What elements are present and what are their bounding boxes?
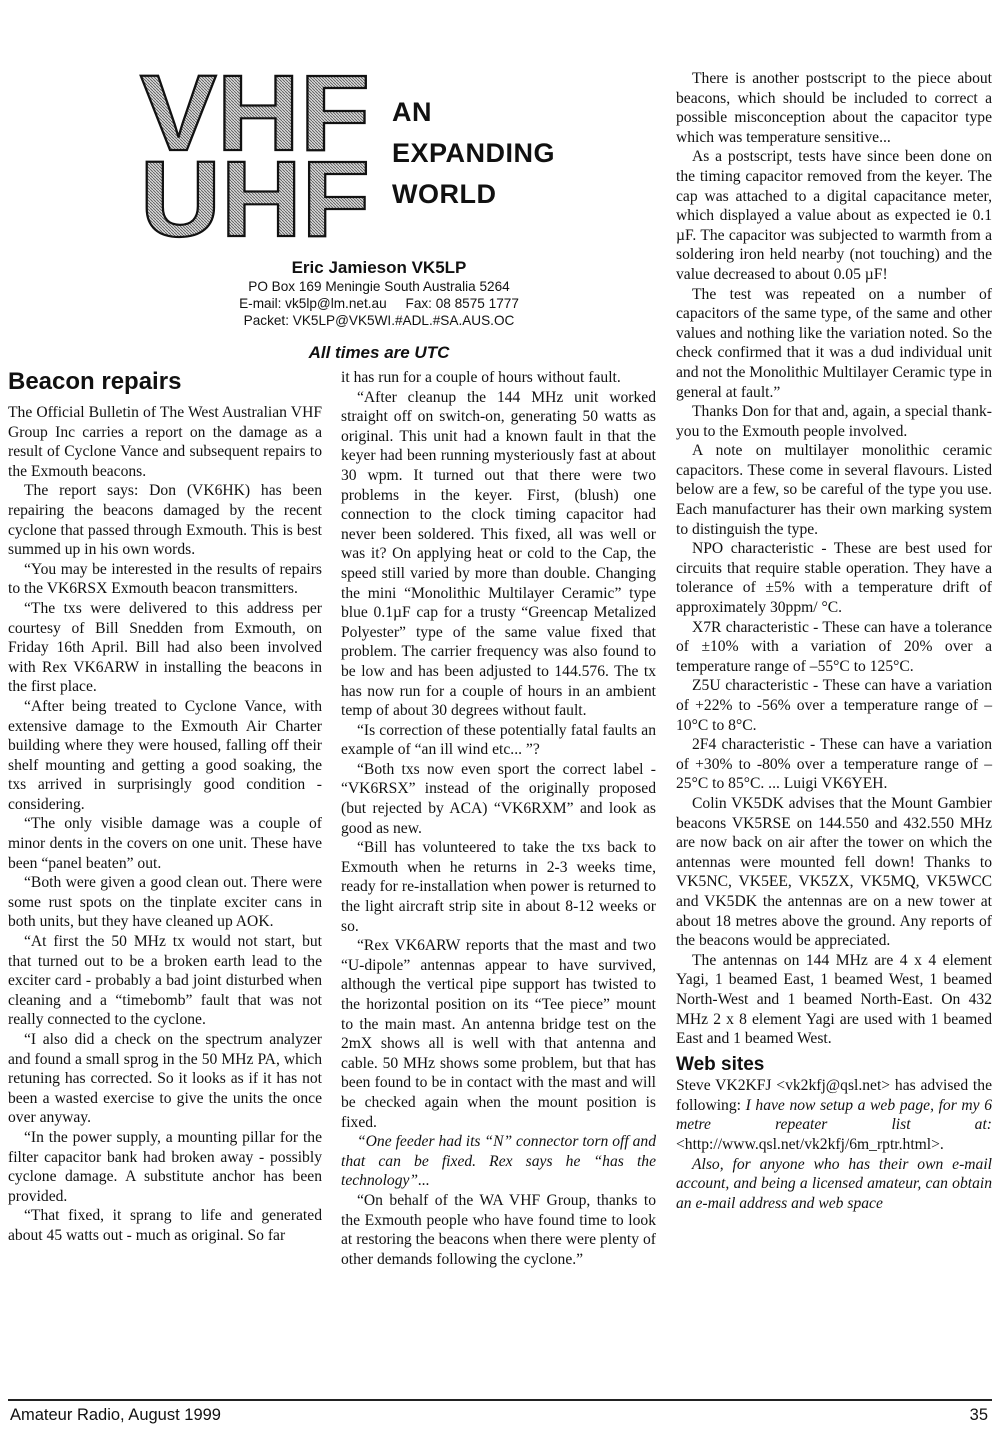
paragraph: it has run for a couple of hours without fault. xyxy=(341,369,621,386)
web-text: Steve VK2KFJ <vk2kfj@qsl.net> has advised the following: xyxy=(676,1077,992,1114)
paragraph: “Bill has volunteered to take the txs back to Exmouth when he returns in 2-3 weeks time, ready for re-installation when power is returned to the light aircraft strip site in about 8-12 weeks or so. xyxy=(341,839,656,935)
paragraph: “The only visible damage was a couple of minor dents in the covers on one unit. These have been “panel beaten” out. xyxy=(8,815,322,872)
paragraph: “You may be interested in the results of repairs to the VK6RSX Exmouth beacon transmitters. xyxy=(8,560,322,598)
footer-page-number: 35 xyxy=(969,1406,988,1424)
web-quote: I have now setup a web page, for my 6 metre repeater list at: xyxy=(676,1096,992,1134)
vhf-uhf-logo xyxy=(138,64,373,242)
paragraph: X7R characteristic - These can have a tolerance of ±10% with a variation of 20% over a temperature range of –55°C to 125°C. xyxy=(676,618,992,675)
paragraph: 2F4 characteristic - These can have a variation of +30% to -80% over a temperature range of –25°C to 85°C. ... Luigi VK6YEH. xyxy=(676,736,992,793)
paragraph: “At first the 50 MHz tx would not start, but that turned out to be a broken earth lead to the exciter card - probably a bad joint disturbed when cleaning and a “timebomb” fault that was not really connected to the cyclone. xyxy=(8,933,322,1029)
paragraph: “Both txs now even sport the correct label - “VK6RSX” instead of the originally proposed (but rejected by ACA) “VK6RXM” and look as good as new. xyxy=(341,760,656,837)
paragraph: “That fixed, it sprang to life and generated about 45 watts out - much as original. So far xyxy=(8,1207,322,1244)
paragraph: “In the power supply, a mounting pillar for the filter capacitor bank had broken away - possibly cyclone damage. A substitute anchor has been provided. xyxy=(8,1128,322,1205)
article-heading: Beacon repairs xyxy=(8,368,182,395)
paragraph: “Rex VK6ARW reports that the mast and two “U-dipole” antennas appear to have survived, although the vertical pipe support has twisted to the horizontal position on its “Tee piece” mount to the main mast. An antenna bridge test on the 2mX shows all is well with that antenna and cable. 50 MHz shows some problem, but that has been found to be in contact with the mast and will be checked again when the mount position is fixed. xyxy=(341,937,656,1131)
column-title-line-3: WORLD xyxy=(392,179,497,209)
column-1 xyxy=(8,403,322,1246)
paragraph-italic: “One feeder had its “N” connector torn off and that can be fixed. Rex says he “has the technology”... xyxy=(341,1133,656,1190)
web-url: <http://www.qsl.net/vk2kfj/6m_rptr.html>. xyxy=(676,1136,944,1154)
column-3 xyxy=(676,69,992,1213)
paragraph: Thanks Don for that and, again, a special thank-you to the Exmouth people involved. xyxy=(676,403,992,440)
paragraph: As a postscript, tests have since been done on the timing capacitor removed from the keyer. The cap was attached to a digital capacitance meter, which displayed a value about as expected ie 0.1 µF. The capacitor was subjected to warmth from a soldering iron held nearby (not touching) and the value decreased to about 0.05 µF! xyxy=(676,148,992,283)
web-sites-paragraph xyxy=(676,1076,992,1154)
column-2 xyxy=(341,368,656,1269)
paragraph: Z5U characteristic - These can have a variation of +22% to -56% over a temperature range of –10°C to 8°C. xyxy=(676,677,992,734)
author-packet: Packet: VK5LP@VK5WI.#ADL.#SA.AUS.OC xyxy=(243,313,515,328)
paragraph-italic: Also, for anyone who has their own e-mail account, and being a licensed amateur, can obtain an e-mail address and web space xyxy=(676,1155,992,1212)
paragraph: A note on multilayer monolithic ceramic capacitors. These come in several flavours. Listed below are a few, so be careful of the type you use. Each manufacturer has their own marking system to distinguish the type. xyxy=(676,442,992,538)
paragraph: There is another postscript to the piece about beacons, which should be included to correct a possible misconception about the capacitor type which was temperature sensitive... xyxy=(676,70,992,146)
web-sites-heading: Web sites xyxy=(676,1053,765,1075)
paragraph: The antennas on 144 MHz are 4 x 4 element Yagi, 1 beamed East, 1 beamed West, 1 beamed North-West and 1 beamed North-East. On 432 MHz 2 x 8 element Yagi are used with 1 beamed East and 1 beamed West. xyxy=(676,951,992,1048)
column-title-line-2: EXPANDING xyxy=(392,138,556,168)
column-title-line-1: AN xyxy=(392,97,432,127)
paragraph: The Official Bulletin of The West Australian VHF Group Inc carries a report on the damage as a result of Cyclone Vance and subsequent repairs to the Exmouth beacons. xyxy=(8,404,322,480)
paragraph: “After cleanup the 144 MHz unit worked straight off on switch-on, generating 50 watts as original. This unit had a known fault in that the keyer had been running mysteriously fast at about 30 wpm. It turned out that there were two problems in the keyer. First, (blush) one connection to the clock timing capacitor had never been soldered. This fixed, all was well or was it? On applying heat or cold to the Cap, the speed still varied by more than double. Changing the mini “Monolithic Multilayer Ceramic” type blue 0.1µF cap for a trusty “Greencap Metalized Polyester” type of the same value fixed that problem. The carrier frequency was also found to be low and has been adjusted to 144.576. The tx has now run for a couple of hours in an ambient temp of about 30 degrees without fault. xyxy=(341,388,656,720)
logo-vhf-text: VHF xyxy=(140,64,370,173)
paragraph: “I also did a check on the spectrum analyzer and found a small sprog in the 50 MHz PA, which retuning has corrected. So it looks as if it has not been a wasted exercise to give the units the once over anyway. xyxy=(8,1031,322,1127)
paragraph: “After being treated to Cyclone Vance, with extensive damage to the Exmouth Air Charter building where they were housed, falling off their shelf mounting and getting a good soaking, the txs arrived in surprisingly good condition - considering. xyxy=(8,697,322,813)
author-address: PO Box 169 Meningie South Australia 5264 xyxy=(248,279,510,294)
paragraph: “On behalf of the WA VHF Group, thanks to the Exmouth people who have found time to look at restoring the beacons when there were plenty of other demands following the cyclone.” xyxy=(341,1191,656,1268)
paragraph: The report says: Don (VK6HK) has been repairing the beacons damaged by the recent cyclone that passed through Exmouth. This is best summed up in his own words. xyxy=(8,482,322,559)
paragraph: “Is correction of these potentially fatal faults an example of “an ill wind etc... ”? xyxy=(341,721,656,759)
footer-publication: Amateur Radio, August 1999 xyxy=(10,1406,221,1424)
author-name: Eric Jamieson VK5LP xyxy=(291,258,467,277)
author-contact: E-mail: vk5lp@lm.net.au Fax: 08 8575 1777 xyxy=(239,296,519,311)
paragraph: NPO characteristic - These are best used for circuits that require stable operation. They have a tolerance of ±5% with a temperature drift of approximately 30ppm/ °C. xyxy=(676,540,992,617)
footer-rule xyxy=(8,1399,992,1401)
paragraph: The test was repeated on a number of capacitors of the same type, of the same and other values and nothing like the variation noted. So the check confirmed that it was a dud individual unit and not the Monolithic Multilayer Ceramic type in general at fault.” xyxy=(676,285,992,401)
times-note: All times are UTC xyxy=(308,343,450,362)
logo-uhf-text: UHF xyxy=(140,138,370,242)
paragraph: “Both were given a good clean out. There were some rust spots on the tinplate exciter cans in both units, but they have cleaned up AOK. xyxy=(8,874,322,931)
paragraph: Colin VK5DK advises that the Mount Gambier beacons VK5RSE on 144.550 and 432.550 MHz are now back on air after the tower on which the antennas were mounted fell down! Thanks to VK5NC, VK5EE, VK5ZX, VK5MQ, VK5WCC and VK5DK the antennas are on a new tower at about 18 metres above the ground. Any reports of the beacons would be appreciated. xyxy=(676,794,992,950)
paragraph: “The txs were delivered to this address per courtesy of Bill Snedden from Exmouth, on Friday 16th April. Bill had also been involved with Rex VK6ARW in installing the beacons in the first place. xyxy=(8,599,322,696)
